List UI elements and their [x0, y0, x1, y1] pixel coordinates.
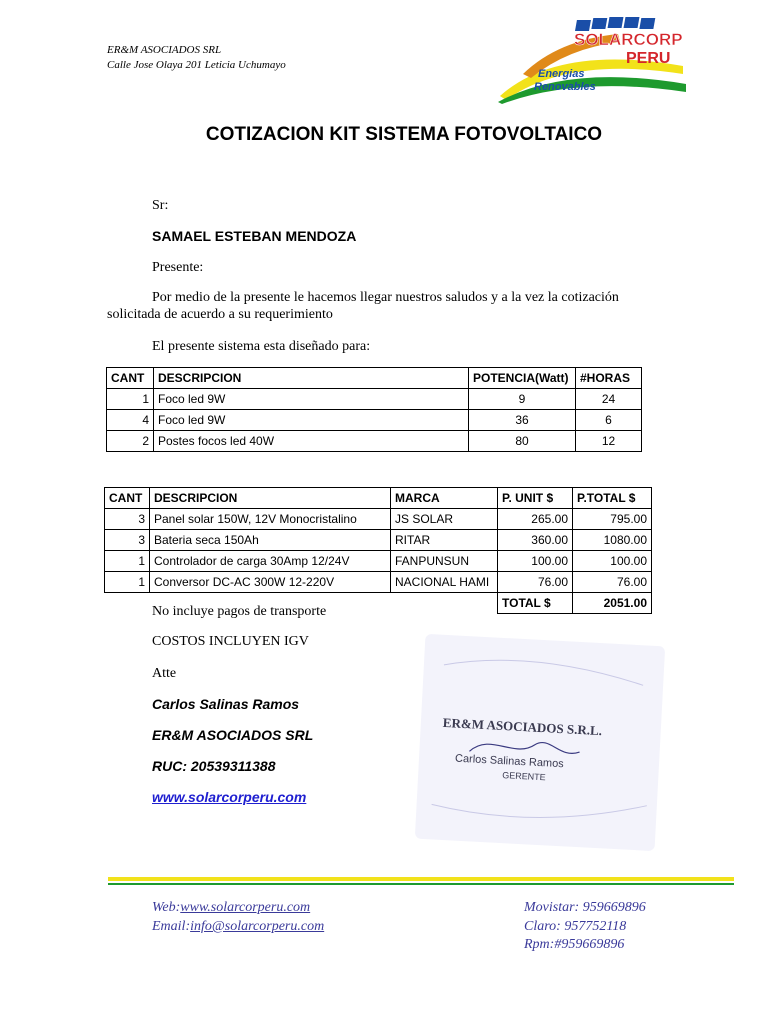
logo-tagline-1: Energias [538, 68, 585, 80]
cell-punit: 360.00 [498, 530, 573, 551]
col-header-potencia: POTENCIA(Watt) [469, 368, 576, 389]
col-header-ptotal: P.TOTAL $ [573, 488, 652, 509]
cell-punit: 265.00 [498, 509, 573, 530]
cell-cant: 1 [105, 551, 150, 572]
cell-potencia: 9 [469, 389, 576, 410]
cell-marca: JS SOLAR [391, 509, 498, 530]
cell-horas: 6 [576, 410, 642, 431]
cell-potencia: 36 [469, 410, 576, 431]
col-header-descripcion: DESCRIPCION [150, 488, 391, 509]
stamp-name: Carlos Salinas Ramos [454, 752, 565, 771]
cell-marca: RITAR [391, 530, 498, 551]
recipient-name: SAMAEL ESTEBAN MENDOZA [152, 228, 357, 244]
cell-marca: NACIONAL HAMI [391, 572, 498, 593]
footer-web-link[interactable]: www.solarcorperu.com [180, 900, 311, 915]
cell-marca: FANPUNSUN [391, 551, 498, 572]
logo-country-text: PERU [626, 50, 671, 67]
footer-claro: Claro: 957752118 [524, 919, 627, 934]
table-row [105, 551, 652, 572]
cell-ptotal: 795.00 [573, 509, 652, 530]
table-row [107, 410, 642, 431]
cell-cant: 2 [107, 431, 154, 452]
footer-email [152, 919, 324, 935]
company-stamp [415, 634, 665, 851]
presente-label: Presente: [152, 260, 204, 275]
ruc-number: RUC: 20539311388 [152, 758, 276, 774]
salutation: Sr: [152, 198, 169, 213]
cell-descripcion: Controlador de carga 30Amp 12/24V [150, 551, 391, 572]
footer-yellow-stripe [108, 877, 734, 881]
intro-line-2: solicitada de acuerdo a su requerimiento [107, 307, 333, 322]
cell-horas: 24 [576, 389, 642, 410]
cell-descripcion: Conversor DC-AC 300W 12-220V [150, 572, 391, 593]
footer-web-label: Web: [152, 900, 181, 915]
cell-descripcion: Postes focos led 40W [154, 431, 469, 452]
cell-punit: 100.00 [498, 551, 573, 572]
cell-ptotal: 100.00 [573, 551, 652, 572]
cell-potencia: 80 [469, 431, 576, 452]
document-title: COTIZACION KIT SISTEMA FOTOVOLTAICO [205, 124, 603, 145]
cell-descripcion: Foco led 9W [154, 410, 469, 431]
col-header-punit: P. UNIT $ [498, 488, 573, 509]
transport-note: No incluye pagos de transporte [152, 604, 327, 619]
stamp-role: GERENTE [501, 770, 546, 783]
cell-descripcion: Foco led 9W [154, 389, 469, 410]
col-header-horas: #HORAS [576, 368, 642, 389]
footer-email-label: Email: [152, 919, 191, 934]
solarcorp-logo [498, 14, 688, 104]
atte-label: Atte [152, 666, 177, 681]
footer-movistar: Movistar: 959669896 [524, 900, 646, 915]
logo-brand-text: SOLARCORP [574, 30, 683, 49]
table-header-row [105, 488, 652, 509]
cell-descripcion: Panel solar 150W, 12V Monocristalino [150, 509, 391, 530]
cell-ptotal: 76.00 [573, 572, 652, 593]
table-row [107, 431, 642, 452]
logo-tagline-2: Renovables [534, 81, 596, 93]
company-address-header: Calle Jose Olaya 201 Leticia Uchumayo [107, 59, 286, 71]
quotation-table [104, 487, 652, 614]
signer-name: Carlos Salinas Ramos [152, 696, 300, 712]
intro-line-1: Por medio de la presente le hacemos llegar nuestros saludos y a la vez la cotización [152, 290, 619, 305]
col-header-descripcion: DESCRIPCION [154, 368, 469, 389]
table-row [107, 389, 642, 410]
footer-rpm: Rpm:#959669896 [524, 937, 625, 952]
system-intro: El presente sistema esta diseñado para: [152, 339, 371, 354]
table-row [105, 509, 652, 530]
cell-descripcion: Bateria seca 150Ah [150, 530, 391, 551]
company-name-header: ER&M ASOCIADOS SRL [107, 44, 222, 56]
signer-company: ER&M ASOCIADOS SRL [152, 727, 314, 743]
table-header-row [107, 368, 642, 389]
table-row [105, 572, 652, 593]
footer-green-stripe [108, 883, 734, 885]
total-label: TOTAL $ [498, 593, 573, 614]
cell-cant: 3 [105, 530, 150, 551]
table-row [105, 530, 652, 551]
consumption-table [106, 367, 642, 452]
cell-punit: 76.00 [498, 572, 573, 593]
total-value: 2051.00 [573, 593, 652, 614]
footer-email-link[interactable]: info@solarcorperu.com [190, 919, 325, 934]
cell-cant: 1 [107, 389, 154, 410]
cell-ptotal: 1080.00 [573, 530, 652, 551]
col-header-marca: MARCA [391, 488, 498, 509]
col-header-cant: CANT [107, 368, 154, 389]
stamp-company: ER&M ASOCIADOS S.R.L. [442, 714, 603, 739]
cell-cant: 3 [105, 509, 150, 530]
cell-horas: 12 [576, 431, 642, 452]
cell-cant: 4 [107, 410, 154, 431]
igv-note: COSTOS INCLUYEN IGV [152, 634, 309, 649]
footer-web [152, 900, 310, 916]
col-header-cant: CANT [105, 488, 150, 509]
website-link[interactable]: www.solarcorperu.com [152, 789, 307, 805]
cell-cant: 1 [105, 572, 150, 593]
